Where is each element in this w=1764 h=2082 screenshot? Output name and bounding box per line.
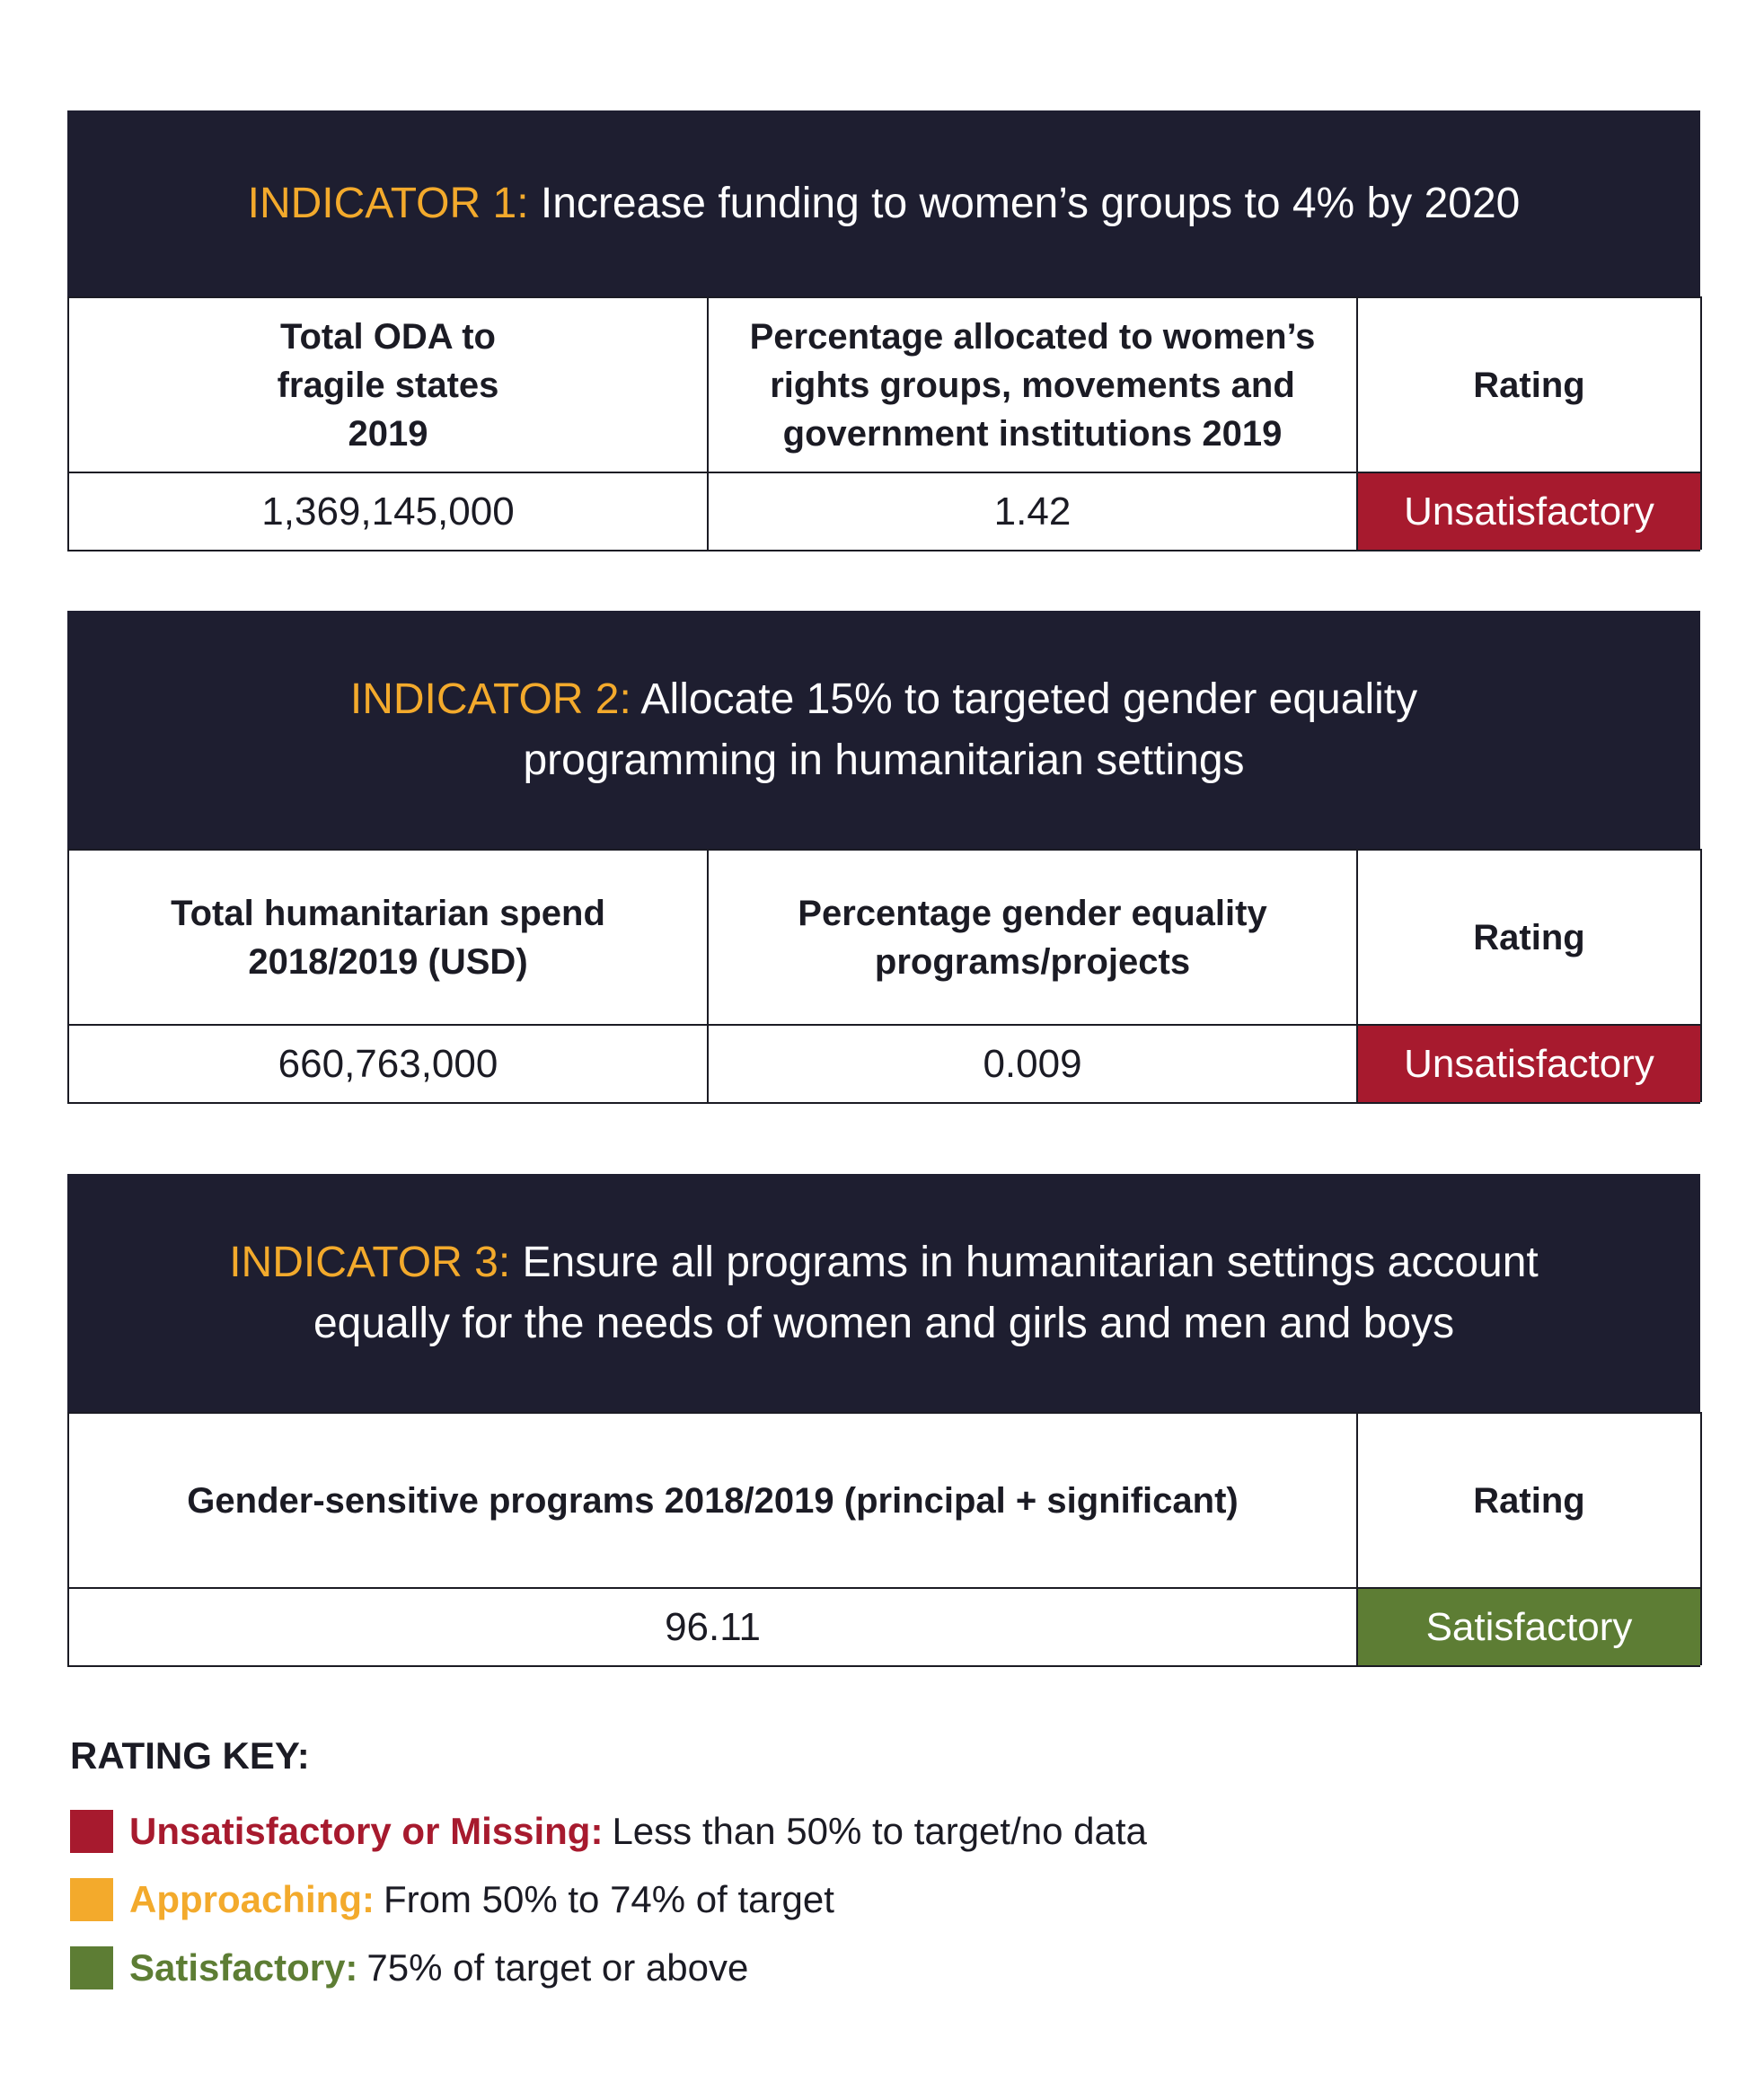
indicator-2-title: Allocate 15% to targeted gender equality programming in humanitarian settings (523, 675, 1418, 784)
approaching-swatch-icon (70, 1878, 113, 1921)
key-desc: From 50% to 74% of target (383, 1878, 834, 1920)
key-name: Approaching: (129, 1878, 375, 1920)
indicator-2 (67, 611, 1700, 1104)
unsatisfactory-swatch-icon (70, 1810, 113, 1853)
indicator-2-table (67, 849, 1700, 1104)
indicator-3-label: INDICATOR 3: (229, 1238, 511, 1286)
column-header-rating: Rating (1358, 849, 1702, 1024)
indicator-1-label: INDICATOR 1: (247, 179, 529, 227)
column-header-rating: Rating (1358, 296, 1702, 472)
indicator-3 (67, 1174, 1700, 1667)
column-header-percentage: Percentage allocated to women’s rights groups, movements and government institutions 2019 (709, 296, 1358, 472)
column-header-humanitarian-spend: Total humanitarian spend 2018/2019 (USD) (69, 849, 709, 1024)
column-header-gender-sensitive: Gender-sensitive programs 2018/2019 (principal + significant) (69, 1412, 1358, 1587)
key-desc: 75% of target or above (366, 1946, 749, 1989)
key-row-approaching (70, 1866, 1327, 1934)
indicator-1 (67, 110, 1700, 551)
rating-badge: Unsatisfactory (1358, 1024, 1702, 1102)
value-humanitarian-spend: 660,763,000 (69, 1024, 709, 1102)
indicator-3-title: Ensure all programs in humanitarian settings account equally for the needs of women and girls and men and boys (313, 1238, 1539, 1347)
rating-badge: Unsatisfactory (1358, 472, 1702, 550)
indicator-3-table (67, 1412, 1700, 1667)
column-header-rating: Rating (1358, 1412, 1702, 1587)
indicator-2-label: INDICATOR 2: (349, 675, 631, 723)
key-name: Satisfactory: (129, 1946, 358, 1989)
key-row-unsatisfactory (70, 1797, 1327, 1866)
indicator-1-title: Increase funding to women’s groups to 4% by 2020 (540, 179, 1521, 227)
value-percentage: 1.42 (709, 472, 1358, 550)
value-percentage: 0.009 (709, 1024, 1358, 1102)
rating-badge: Satisfactory (1358, 1587, 1702, 1665)
indicator-2-header (67, 611, 1700, 849)
indicator-1-header (67, 110, 1700, 296)
key-row-satisfactory (70, 1934, 1327, 2002)
key-desc: Less than 50% to target/no data (612, 1810, 1147, 1852)
indicator-1-table (67, 296, 1700, 551)
value-gender-sensitive: 96.11 (69, 1587, 1358, 1665)
indicator-3-header (67, 1174, 1700, 1412)
rating-key (70, 1729, 1327, 2002)
column-header-percentage: Percentage gender equality programs/projects (709, 849, 1358, 1024)
column-header-total-oda: Total ODA to fragile states 2019 (69, 296, 709, 472)
rating-key-title: RATING KEY: (70, 1734, 310, 1777)
satisfactory-swatch-icon (70, 1946, 113, 1989)
key-name: Unsatisfactory or Missing: (129, 1810, 604, 1852)
value-total-oda: 1,369,145,000 (69, 472, 709, 550)
